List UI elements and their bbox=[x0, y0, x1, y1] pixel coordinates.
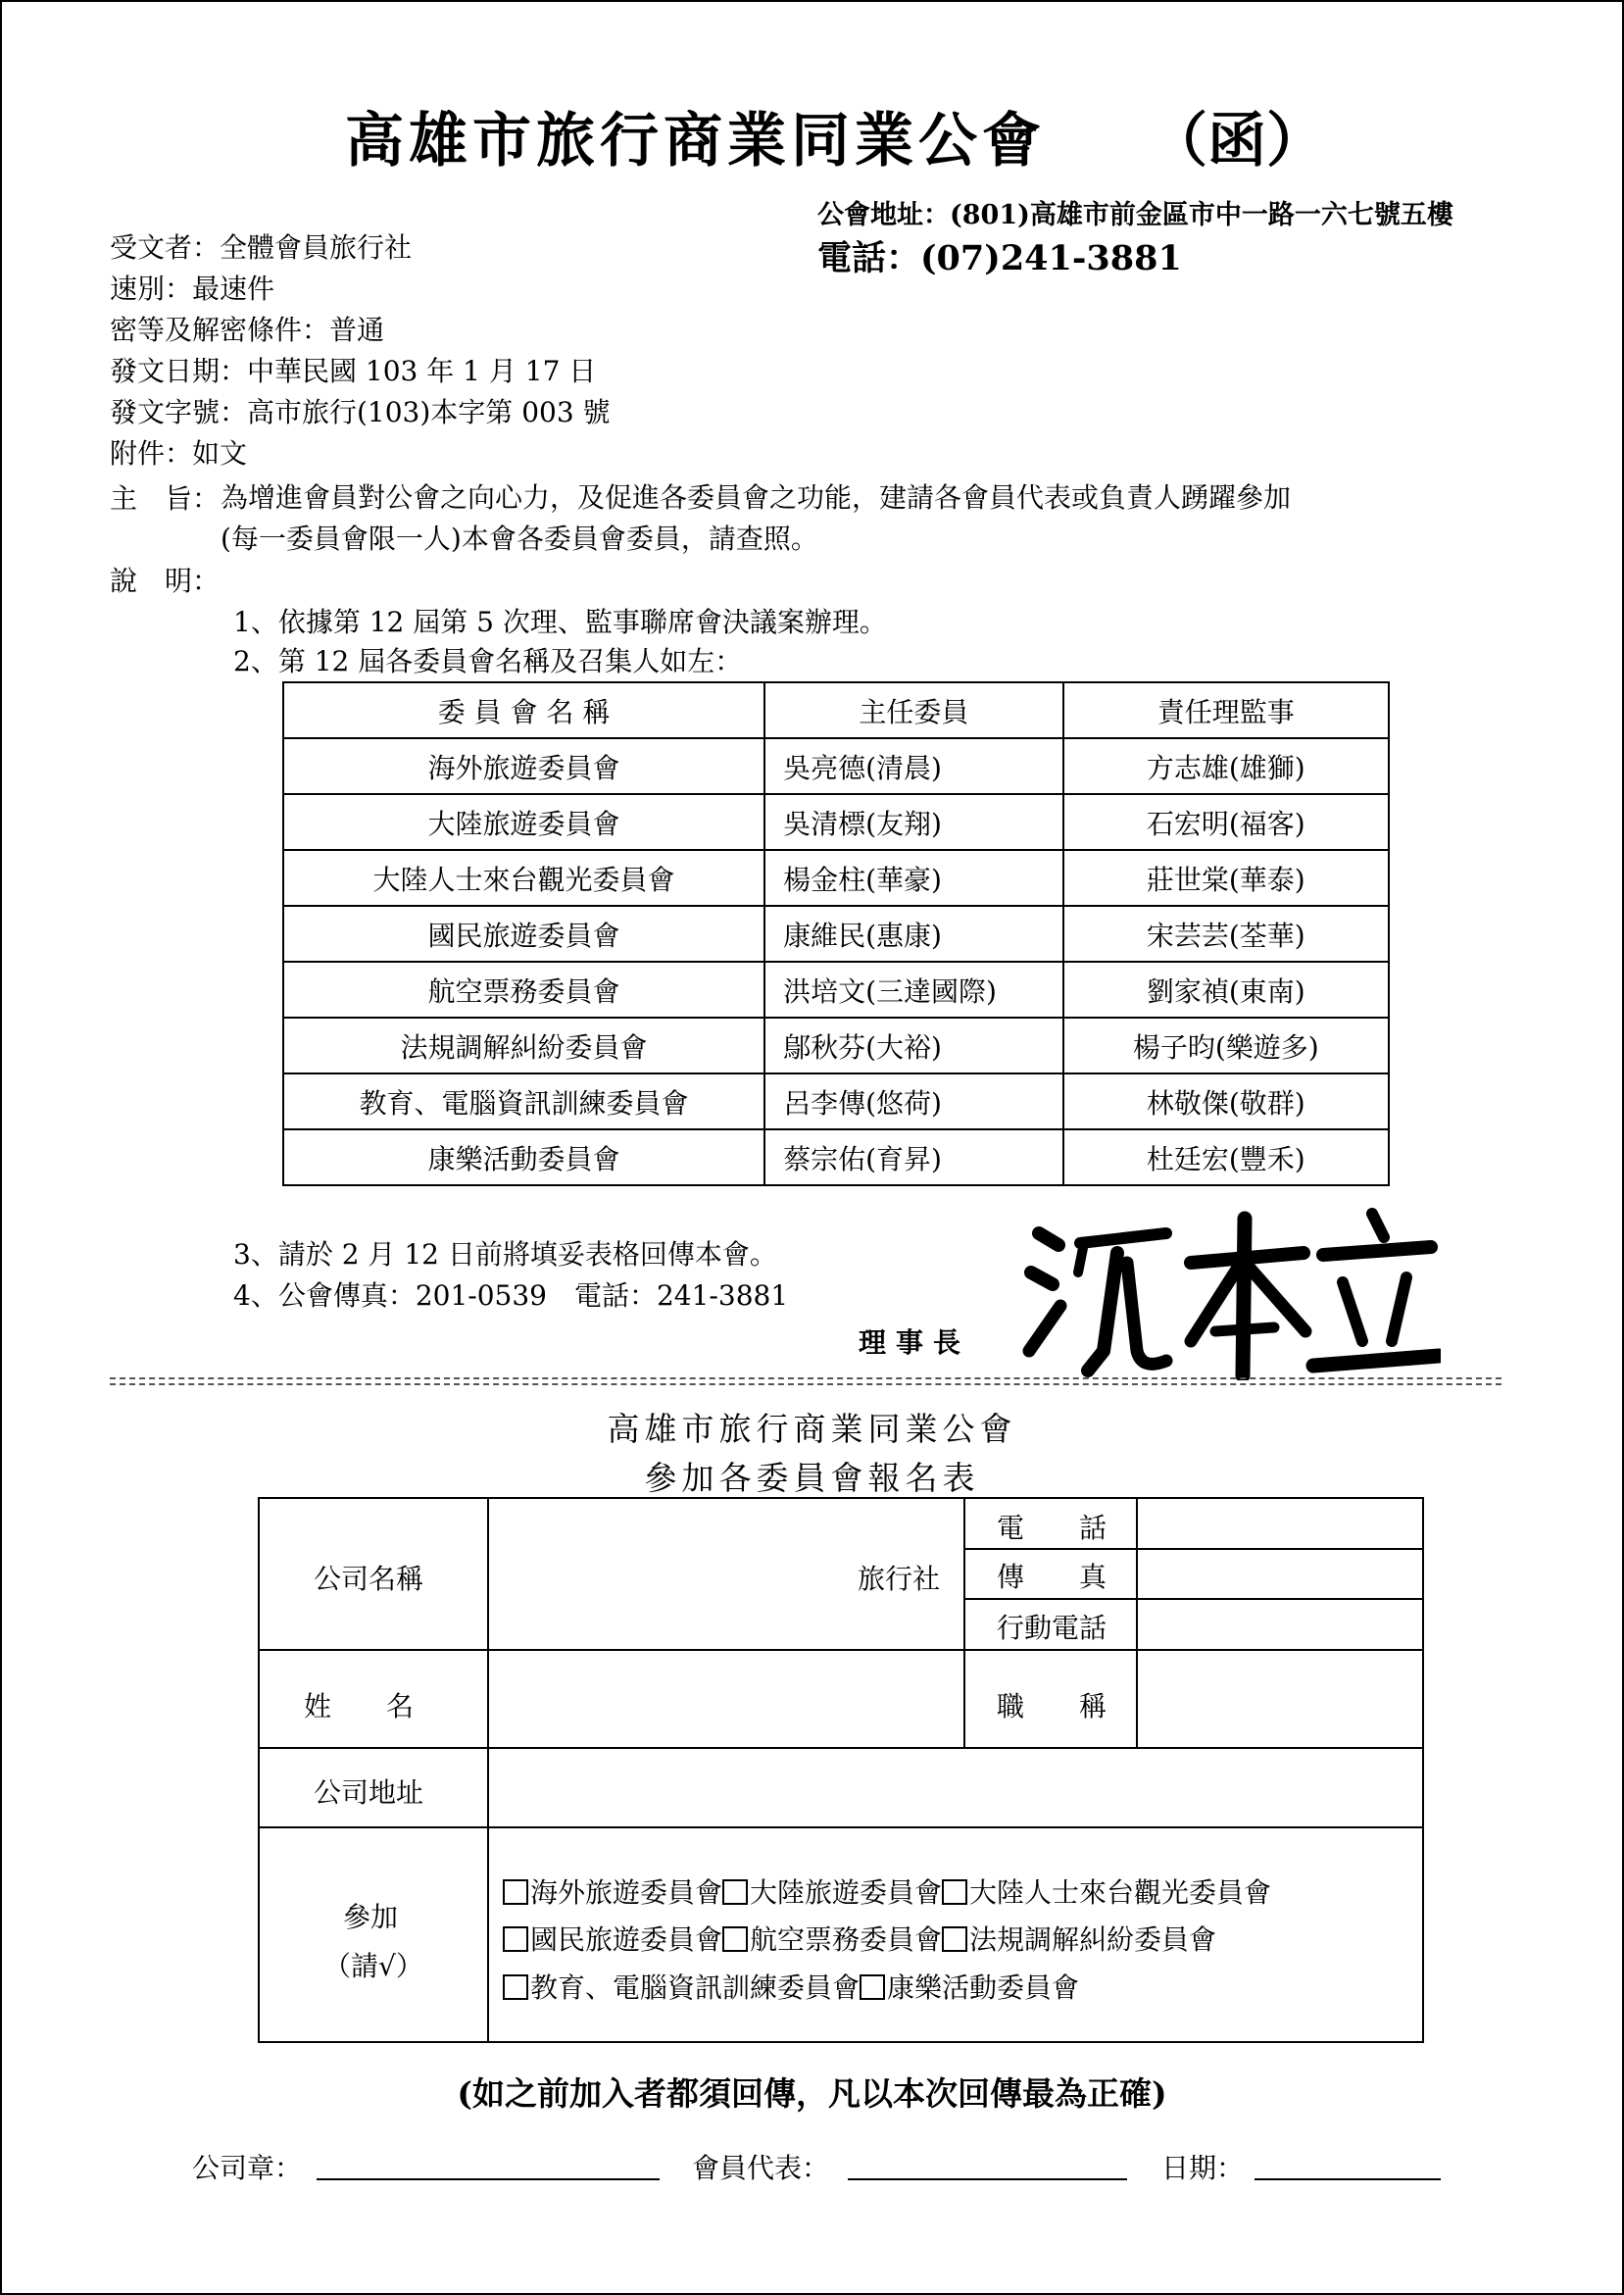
company-seal-label: 公司章： bbox=[192, 2152, 303, 2184]
chair-cell: 鄔秋芬(大裕) bbox=[764, 1018, 1062, 1073]
agency-suffix: 旅行社 bbox=[858, 1563, 941, 1595]
committee-options-row-2 bbox=[503, 1919, 1216, 1958]
subject-line-2: (每一委員會限一人)本會各委員會委員，請查照。 bbox=[221, 523, 818, 555]
committee-row bbox=[283, 1018, 1389, 1073]
header-committee-name: 委 員 會 名 稱 bbox=[283, 682, 764, 738]
committee-name-cell: 康樂活動委員會 bbox=[283, 1129, 764, 1185]
option-label: 教育、電腦資訊訓練委員會 bbox=[530, 1971, 861, 2004]
form-line bbox=[487, 1499, 489, 2041]
option-label: 大陸人士來台觀光委員會 bbox=[969, 1876, 1272, 1909]
option-label: 法規調解糾紛委員會 bbox=[969, 1923, 1217, 1956]
checkbox-domestic[interactable] bbox=[503, 1926, 528, 1952]
header-chair: 主任委員 bbox=[764, 682, 1062, 738]
checkbox-recreation[interactable] bbox=[860, 1974, 885, 2000]
phone-label: 電 話 bbox=[997, 1512, 1107, 1544]
document-type: （函） bbox=[1149, 107, 1325, 175]
name-field[interactable] bbox=[495, 1651, 956, 1747]
priority: 速別：最速件 bbox=[110, 273, 275, 305]
chair-cell: 楊金柱(華豪) bbox=[764, 850, 1062, 906]
supervisor-cell: 林敬傑(敬群) bbox=[1063, 1073, 1389, 1129]
form-title: 參加各委員會報名表 bbox=[644, 1459, 980, 1497]
recipient: 受文者：全體會員旅行社 bbox=[110, 231, 413, 264]
form-line bbox=[1136, 1499, 1138, 1749]
form-line bbox=[260, 1826, 1422, 1828]
committee-row bbox=[283, 738, 1389, 794]
committee-name-cell: 大陸人士來台觀光委員會 bbox=[283, 850, 764, 906]
checkbox-air-ticketing[interactable] bbox=[722, 1926, 748, 1952]
committee-name-cell: 航空票務委員會 bbox=[283, 962, 764, 1018]
option-label: 康樂活動委員會 bbox=[887, 1971, 1080, 2004]
fax-label: 傳 真 bbox=[997, 1561, 1107, 1593]
supervisor-cell: 宋芸芸(荃華) bbox=[1063, 906, 1389, 962]
committee-options-row-1 bbox=[503, 1871, 1271, 1911]
option-label: 海外旅遊委員會 bbox=[530, 1876, 723, 1909]
chair-cell: 吳亮德(清晨) bbox=[764, 738, 1062, 794]
committee-table bbox=[282, 681, 1390, 1186]
committee-name-cell: 法規調解糾紛委員會 bbox=[283, 1018, 764, 1073]
committee-row bbox=[283, 906, 1389, 962]
date-label: 日期： bbox=[1161, 2152, 1245, 2184]
supervisor-cell: 莊世棠(華泰) bbox=[1063, 850, 1389, 906]
description-item-3: 3、請於 2 月 12 日前將填妥表格回傳本會。 bbox=[233, 1238, 777, 1271]
option-label: 國民旅遊委員會 bbox=[530, 1923, 723, 1956]
committee-row bbox=[283, 1129, 1389, 1185]
description-label: 說 明： bbox=[110, 565, 221, 597]
association-phone: 電話：(07)241-3881 bbox=[817, 238, 1182, 278]
date-line[interactable] bbox=[1255, 2178, 1441, 2180]
option-label: 航空票務委員會 bbox=[750, 1923, 943, 1956]
description-item-4: 4、公會傳真：201-0539 電話：241-3881 bbox=[233, 1279, 789, 1312]
committee-name-cell: 國民旅遊委員會 bbox=[283, 906, 764, 962]
form-association-title: 高雄市旅行商業同業公會 bbox=[607, 1410, 1017, 1448]
document-title: 高雄市旅行商業同業公會 bbox=[345, 107, 1046, 175]
company-seal-line[interactable] bbox=[317, 2178, 660, 2180]
mobile-field[interactable] bbox=[1142, 1600, 1420, 1649]
chair-cell: 呂李傳(悠荷) bbox=[764, 1073, 1062, 1129]
attachment: 附件：如文 bbox=[110, 437, 248, 470]
checkbox-mainland-visitors[interactable] bbox=[942, 1879, 967, 1905]
association-address: 公會地址：(801)高雄市前金區市中一路一六七號五樓 bbox=[817, 200, 1453, 230]
header-supervisor: 責任理監事 bbox=[1063, 682, 1389, 738]
committee-row bbox=[283, 1073, 1389, 1129]
option-label: 大陸旅遊委員會 bbox=[750, 1876, 943, 1909]
section-divider-2 bbox=[110, 1383, 1501, 1385]
chairman-signature bbox=[1019, 1204, 1441, 1380]
committee-row bbox=[283, 794, 1389, 850]
supervisor-cell: 劉家禎(東南) bbox=[1063, 962, 1389, 1018]
subject-text bbox=[221, 477, 1534, 560]
member-rep-label: 會員代表： bbox=[692, 2152, 830, 2184]
join-label: 參加 bbox=[343, 1901, 399, 1933]
footer-note: (如之前加入者都須回傳，凡以本次回傳最為正確) bbox=[457, 2074, 1167, 2113]
chair-cell: 蔡宗佑(育昇) bbox=[764, 1129, 1062, 1185]
supervisor-cell: 杜廷宏(豐禾) bbox=[1063, 1129, 1389, 1185]
checkbox-regulations[interactable] bbox=[942, 1926, 967, 1952]
committee-name-cell: 教育、電腦資訊訓練委員會 bbox=[283, 1073, 764, 1129]
supervisor-cell: 方志雄(雄獅) bbox=[1063, 738, 1389, 794]
supervisor-cell: 楊子昀(樂遊多) bbox=[1063, 1018, 1389, 1073]
address-label: 公司地址 bbox=[314, 1776, 424, 1809]
checkbox-education[interactable] bbox=[503, 1974, 528, 2000]
committee-table-header bbox=[283, 682, 1389, 738]
subject-line-1: 為增進會員對公會之向心力，及促進各委員會之功能，建請各會員代表或負責人踴躍參加 bbox=[221, 481, 1292, 514]
chair-cell: 吳清標(友翔) bbox=[764, 794, 1062, 850]
committee-name-cell: 大陸旅遊委員會 bbox=[283, 794, 764, 850]
fax-field[interactable] bbox=[1142, 1550, 1420, 1598]
description-item-2: 2、第 12 屆各委員會名稱及召集人如左： bbox=[233, 645, 743, 677]
supervisor-cell: 石宏明(福客) bbox=[1063, 794, 1389, 850]
subject-label: 主 旨： bbox=[110, 482, 221, 515]
committee-row bbox=[283, 962, 1389, 1018]
form-line bbox=[963, 1499, 965, 1749]
phone-field[interactable] bbox=[1142, 1499, 1420, 1548]
address-field[interactable] bbox=[495, 1749, 1420, 1826]
registration-form bbox=[258, 1497, 1424, 2043]
issue-date: 發文日期：中華民國 103 年 1 月 17 日 bbox=[110, 355, 597, 387]
member-rep-line[interactable] bbox=[848, 2178, 1127, 2180]
checkbox-mainland[interactable] bbox=[722, 1879, 748, 1905]
section-divider bbox=[110, 1377, 1501, 1379]
committee-name-cell: 海外旅遊委員會 bbox=[283, 738, 764, 794]
job-title-field[interactable] bbox=[1142, 1651, 1420, 1747]
join-hint: （請√） bbox=[323, 1950, 423, 1982]
security-level: 密等及解密條件：普通 bbox=[110, 314, 385, 346]
name-label: 姓 名 bbox=[304, 1690, 415, 1722]
company-name-label: 公司名稱 bbox=[314, 1563, 424, 1595]
chair-cell: 洪培文(三達國際) bbox=[764, 962, 1062, 1018]
job-title-label: 職 稱 bbox=[997, 1690, 1107, 1722]
checkbox-overseas[interactable] bbox=[503, 1879, 528, 1905]
chairman-label: 理事長 bbox=[859, 1326, 971, 1359]
committee-row bbox=[283, 850, 1389, 906]
committee-options-row-3 bbox=[503, 1967, 1079, 2006]
description-item-1: 1、依據第 12 屆第 5 次理、監事聯席會決議案辦理。 bbox=[233, 606, 887, 638]
mobile-label: 行動電話 bbox=[997, 1612, 1107, 1644]
chair-cell: 康維民(惠康) bbox=[764, 906, 1062, 962]
document-number: 發文字號：高市旅行(103)本字第 003 號 bbox=[110, 396, 611, 428]
